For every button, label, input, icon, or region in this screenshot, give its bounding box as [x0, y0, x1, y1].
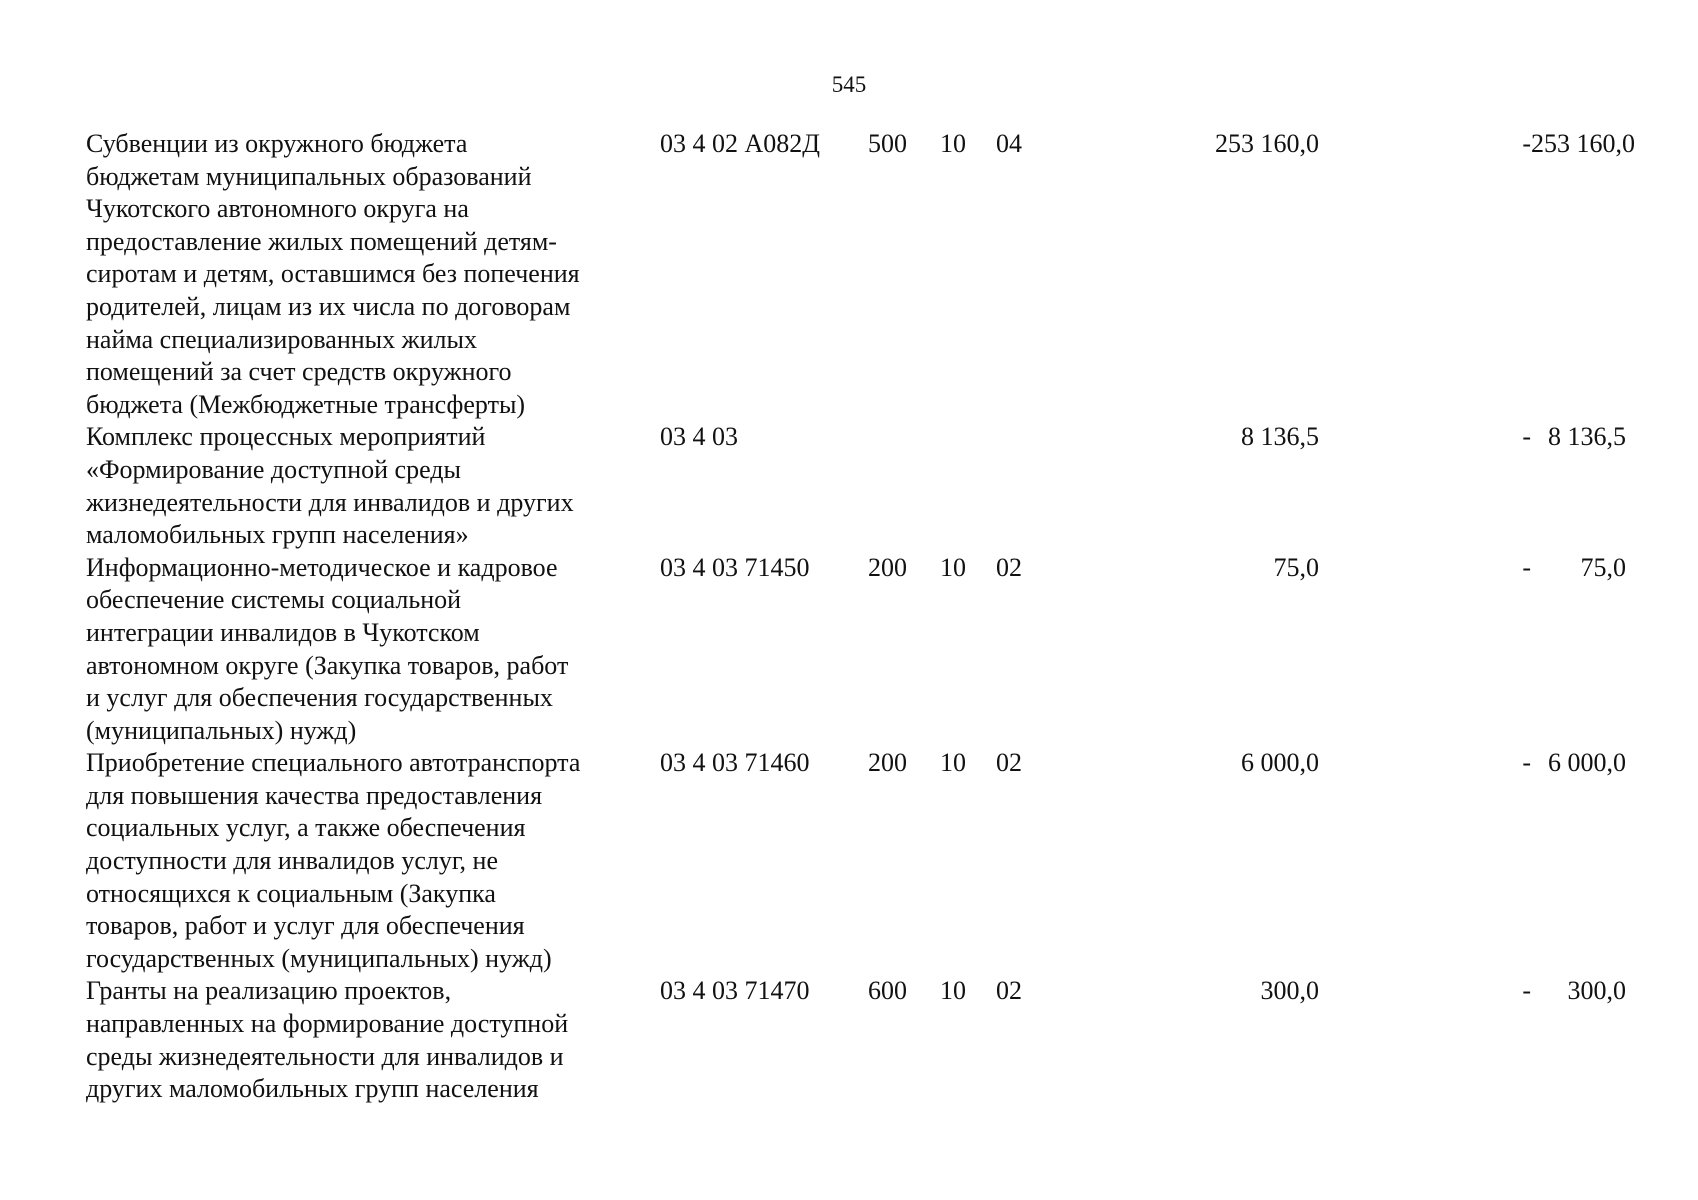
- item-name-line: (муниципальных) нужд): [86, 715, 357, 745]
- page-number: 545: [831, 72, 867, 97]
- expense-type-cell: 200: [868, 748, 907, 778]
- item-name-line: доступности для инвалидов услуг, не: [86, 846, 499, 876]
- expense-type-cell: 200: [868, 552, 907, 582]
- item-name-line: относящихся к социальным (Закупка: [86, 878, 496, 908]
- item-name-line: бюджетам муниципальных образований: [86, 161, 532, 191]
- item-name-line: «Формирование доступной среды: [86, 454, 461, 484]
- section-cell: [940, 421, 996, 551]
- change-cell: -: [1522, 422, 1531, 452]
- item-name-line: государственных (муниципальных) нужд): [86, 943, 552, 973]
- expense-type-cell: 500: [868, 129, 907, 158]
- change-cell: -: [1522, 552, 1531, 582]
- target-code-cell: 03 4 03 71450: [660, 552, 810, 582]
- expense-type-cell: [868, 421, 940, 551]
- item-name-line: родителей, лицам из их числа по договорам: [86, 291, 571, 321]
- target-code-cell: 03 4 02 А082Д: [660, 129, 821, 158]
- table-row: [86, 421, 1626, 551]
- target-code-cell: 03 4 03 71460: [660, 748, 810, 778]
- item-name-line: Комплекс процессных мероприятий: [86, 422, 486, 452]
- section-cell: 10: [940, 552, 966, 582]
- item-name-cell: [86, 552, 660, 748]
- item-name-cell: [86, 421, 660, 551]
- table-body: [86, 128, 1635, 1106]
- target-code-cell: 03 4 03: [660, 422, 738, 452]
- item-name-line: интеграции инвалидов в Чукотском: [86, 617, 480, 647]
- total-cell: 300,0: [1567, 976, 1626, 1006]
- table-row: [86, 747, 1626, 975]
- change-cell: -: [1522, 129, 1531, 158]
- expense-type-cell: 600: [868, 976, 907, 1006]
- amount-cell: 253 160,0: [1215, 129, 1319, 158]
- change-cell: -: [1522, 748, 1531, 778]
- table-row: [86, 975, 1626, 1105]
- item-name-line: найма специализированных жилых: [86, 324, 477, 354]
- item-name-line: товаров, работ и услуг для обеспечения: [86, 911, 525, 941]
- amount-cell: 6 000,0: [1241, 748, 1319, 778]
- table-row: [86, 552, 1626, 748]
- subsection-cell: 02: [996, 748, 1022, 778]
- item-name-line: Субвенции из окружного бюджета: [86, 129, 468, 158]
- subsection-cell: 02: [996, 552, 1022, 582]
- item-name-line: предоставление жилых помещений детям-: [86, 226, 557, 256]
- item-name-line: других маломобильных групп населения: [86, 1074, 539, 1104]
- item-name-line: Чукотского автономного округа на: [86, 194, 469, 224]
- budget-table: [86, 128, 1635, 1106]
- section-cell: 10: [940, 129, 966, 158]
- item-name-line: бюджета (Межбюджетные трансферты): [86, 389, 526, 419]
- item-name-cell: [86, 975, 660, 1105]
- total-cell: 75,0: [1580, 552, 1626, 582]
- subsection-cell: 02: [996, 976, 1022, 1006]
- item-name-line: Приобретение специального автотранспорта: [86, 748, 581, 778]
- item-name-line: для повышения качества предоставления: [86, 780, 543, 810]
- item-name-line: жизнедеятельности для инвалидов и других: [86, 487, 574, 517]
- item-name-line: сиротам и детям, оставшимся без попечения: [86, 259, 580, 289]
- item-name-line: маломобильных групп населения»: [86, 520, 469, 550]
- item-name-line: социальных услуг, а также обеспечения: [86, 813, 526, 843]
- item-name-line: помещений за счет средств окружного: [86, 357, 512, 387]
- total-cell: 8 136,5: [1548, 422, 1626, 452]
- change-cell: -: [1522, 976, 1531, 1006]
- item-name-line: и услуг для обеспечения государственных: [86, 683, 553, 713]
- table-row: [86, 128, 1626, 421]
- total-cell: 6 000,0: [1548, 748, 1626, 778]
- amount-cell: 8 136,5: [1241, 422, 1319, 452]
- subsection-cell: [996, 421, 1096, 551]
- amount-cell: 75,0: [1273, 552, 1319, 582]
- item-name-line: Информационно-методическое и кадровое: [86, 552, 558, 582]
- subsection-cell: 04: [996, 129, 1022, 158]
- item-name-line: автономном округе (Закупка товаров, работ: [86, 650, 569, 680]
- item-name-line: среды жизнедеятельности для инвалидов и: [86, 1041, 564, 1071]
- target-code-cell: 03 4 03 71470: [660, 976, 810, 1006]
- amount-cell: 300,0: [1260, 976, 1319, 1006]
- section-cell: 10: [940, 976, 966, 1006]
- section-cell: 10: [940, 748, 966, 778]
- total-cell: 253 160,0: [1531, 129, 1635, 158]
- item-name-cell: [86, 128, 660, 421]
- item-name-line: направленных на формирование доступной: [86, 1009, 569, 1039]
- item-name-cell: [86, 747, 660, 975]
- item-name-line: Гранты на реализацию проектов,: [86, 976, 452, 1006]
- item-name-line: обеспечение системы социальной: [86, 585, 462, 615]
